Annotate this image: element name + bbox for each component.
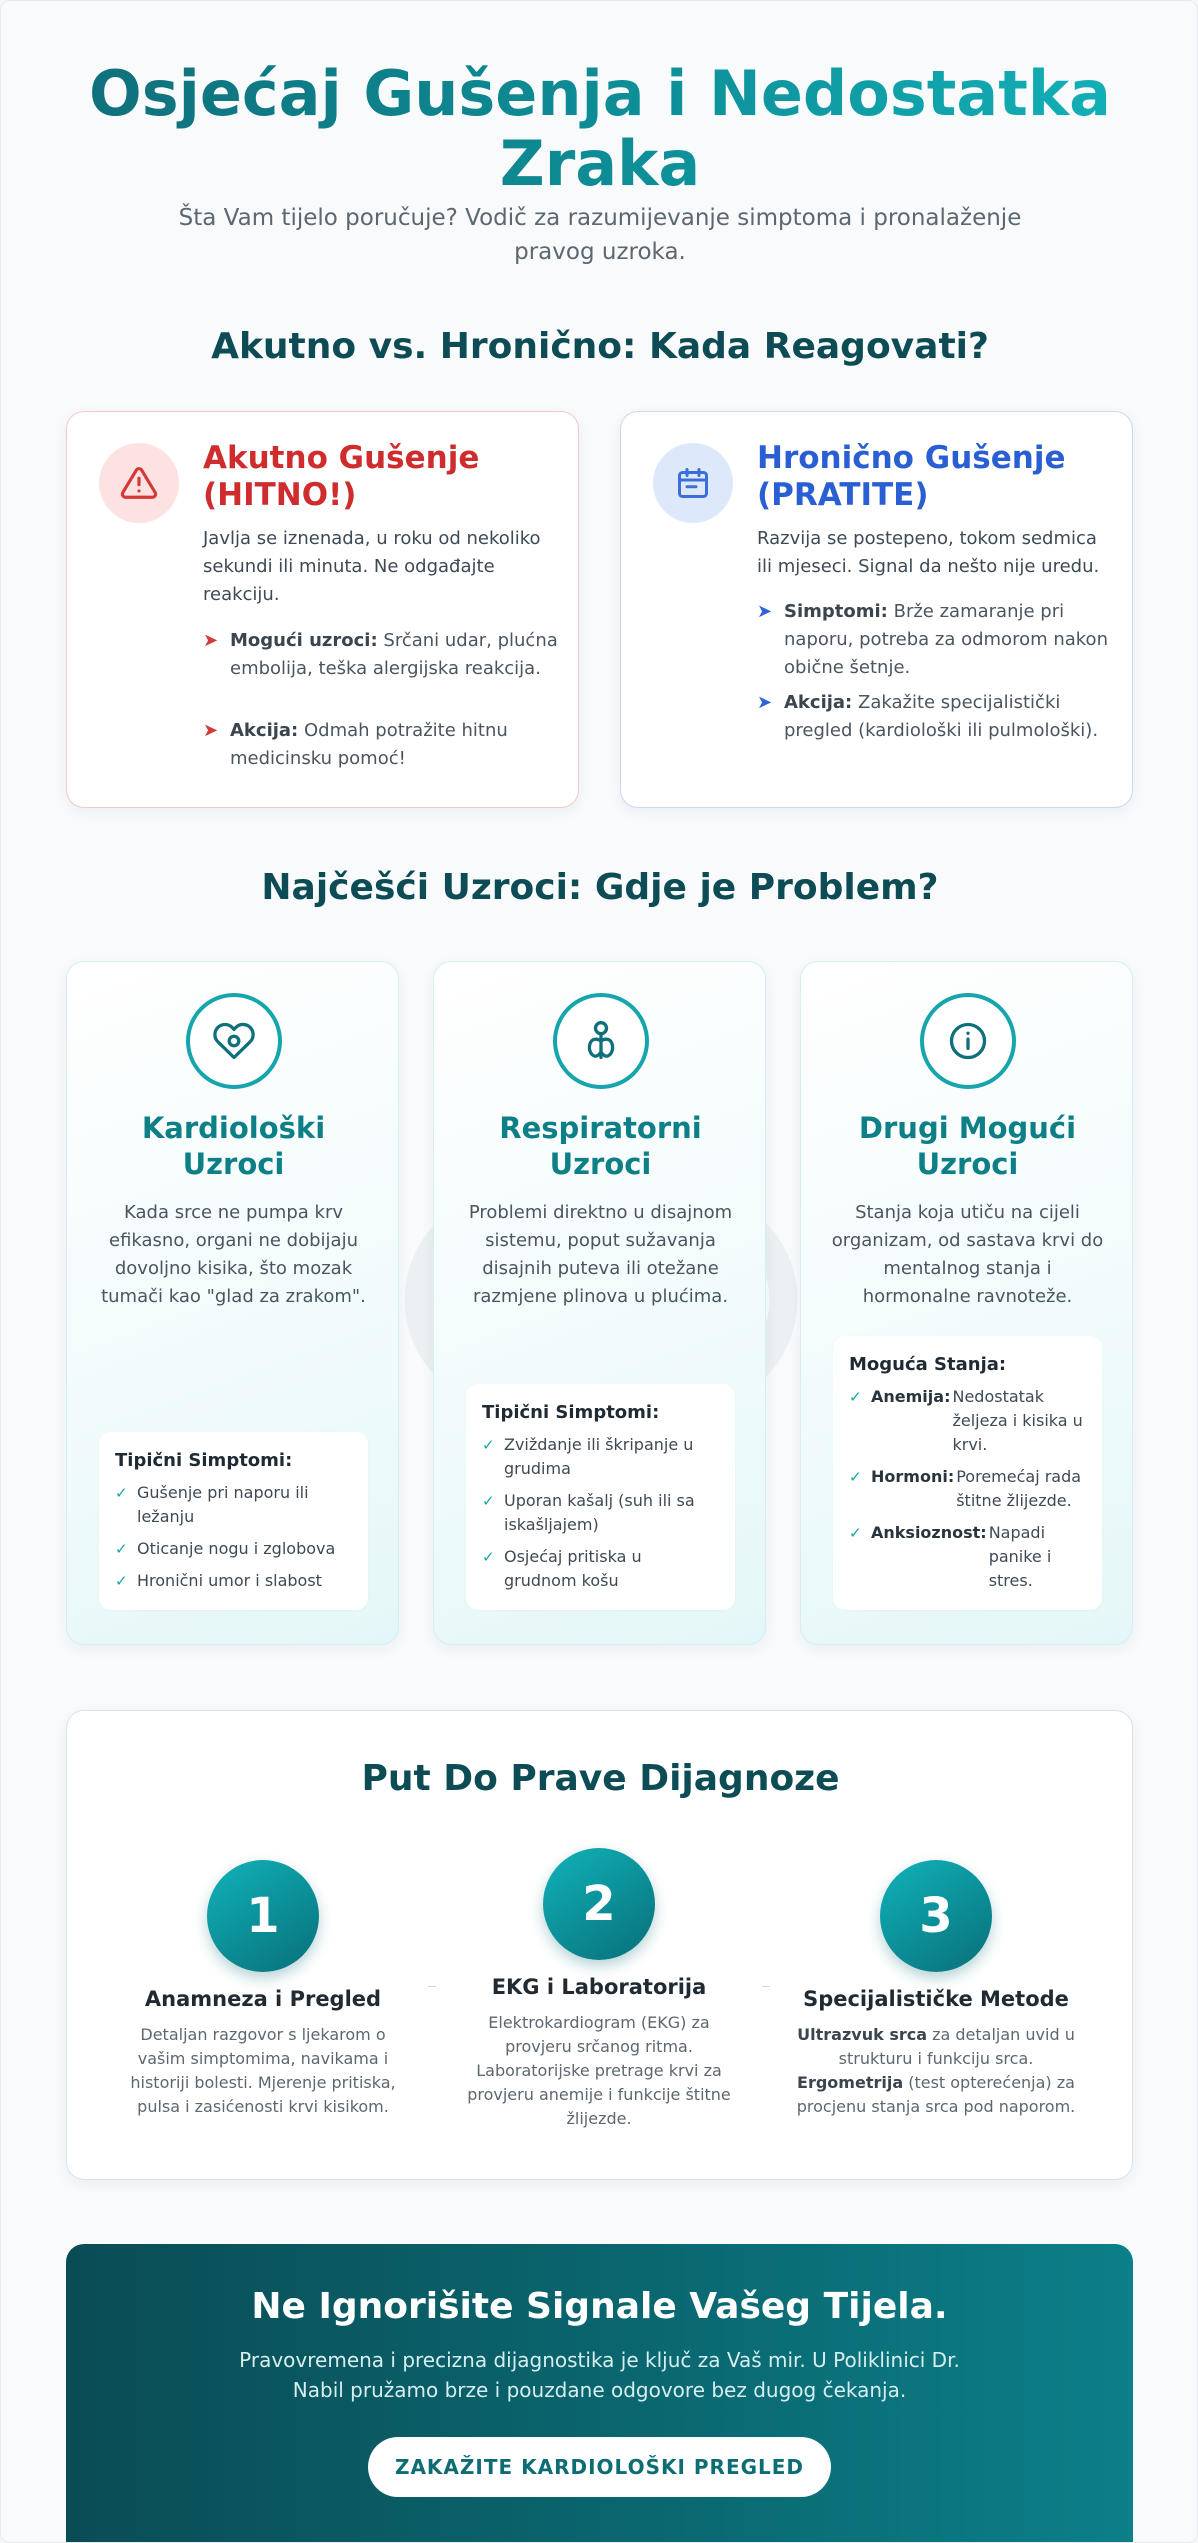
cause-title: Respiratorni Uzroci xyxy=(499,1111,702,1181)
check-icon: ✓ xyxy=(482,1436,495,1454)
check-icon: ✓ xyxy=(482,1548,495,1566)
step-3-text: Ultrazvuk srca za detaljan uvid u strukturu i funkciju srca. Ergometrija (test opterećenja) za procjenu stanja srca pod naporom. xyxy=(796,2025,1076,2116)
title-line-2: Zraka xyxy=(499,127,701,200)
chronic-bullet-action xyxy=(757,689,1112,745)
step-2-circle: 2 xyxy=(543,1848,655,1960)
symptoms-box xyxy=(99,1432,368,1610)
acute-bullet-action xyxy=(203,717,558,773)
cause-description: Stanja koja utiču na cijeli organizam, od sastava krvi do mentalnog stanja i hormonalne ravnoteže. xyxy=(831,1202,1104,1307)
list-item: ✓ Zviždanje ili škripanje u grudima xyxy=(482,1435,694,1478)
symptoms-box xyxy=(466,1384,735,1610)
compare-heading: Akutno vs. Hronično: Kada Reagovati? xyxy=(211,326,989,367)
chronic-title: Hronično Gušenje (PRATITE) xyxy=(757,440,1066,513)
book-appointment-button[interactable]: ZAKAŽITE KARDIOLOŠKI PREGLED xyxy=(368,2437,831,2497)
list-item: ✓ Oticanje nogu i zglobova xyxy=(115,1537,352,1561)
cause-card-cardio xyxy=(66,961,399,1645)
cause-card-respiratory xyxy=(433,961,766,1645)
calendar-icon xyxy=(653,443,733,523)
bullet-text: Zakažite specijalistički pregled (kardiološki ili pulmološki). xyxy=(784,692,1099,741)
step-1-circle: 1 xyxy=(207,1860,319,1972)
step-3-title: Specijalističke Metode xyxy=(803,1987,1069,2011)
warning-triangle-icon xyxy=(99,443,179,523)
cause-description: Kada srce ne pumpa krv efikasno, organi ne dobijaju dovoljno kisika, što mozak tumači kao "glad za zrakom". xyxy=(101,1202,366,1307)
causes-heading: Najčešći Uzroci: Gdje je Problem? xyxy=(261,867,939,908)
conditions-box xyxy=(833,1336,1102,1610)
step-1-text: Detaljan razgovor s ljekarom o vašim simptomima, navikama i historiji bolesti. Mjerenje pritiska, pulsa i zasićenosti krvi kisikom. xyxy=(130,2025,396,2116)
arrow-icon: ➤ xyxy=(757,601,773,622)
diagnosis-card xyxy=(66,1710,1133,2180)
symptoms-title: Tipični Simptomi: xyxy=(482,1402,660,1423)
cause-description: Problemi direktno u disajnom sistemu, poput sužavanja disajnih puteva ili otežane razmjene plinova u plućima. xyxy=(468,1202,733,1307)
check-icon: ✓ xyxy=(849,1524,862,1542)
list-item: ✓ Hronični umor i slabost xyxy=(115,1569,352,1593)
diagnosis-heading: Put Do Prave Dijagnoze xyxy=(361,1758,840,1799)
list-item: ✓ Anemija: Nedostatak željeza i kisika u krvi. xyxy=(849,1385,1086,1457)
cause-title: Drugi Mogući Uzroci xyxy=(858,1111,1077,1181)
cta-title: Ne Ignorišite Signale Vašeg Tijela. xyxy=(251,2286,948,2327)
arrow-icon: ➤ xyxy=(203,720,219,741)
check-icon: ✓ xyxy=(115,1484,128,1502)
chronic-description: Razvija se postepeno, tokom sedmica ili mjeseci. Signal da nešto nije uredu. xyxy=(757,528,1100,577)
check-icon: ✓ xyxy=(849,1468,862,1486)
list-item: ✓ Osjećaj pritiska u grudnom košu xyxy=(482,1547,642,1590)
list-item: ✓ Hormoni: Poremećaj rada štitne žlijezde. xyxy=(849,1465,1086,1513)
list-item: ✓ Gušenje pri naporu ili ležanju xyxy=(115,1483,309,1526)
check-icon: ✓ xyxy=(115,1572,128,1590)
bullet-text: Odmah potražite hitnu medicinsku pomoć! xyxy=(230,720,508,769)
bullet-text: Brže zamaranje pri naporu, potreba za odmorom nakon obične šetnje. xyxy=(784,601,1108,678)
chronic-bullet-symptoms xyxy=(757,598,1112,682)
cta-banner xyxy=(66,2244,1133,2543)
symptoms-title: Tipični Simptomi: xyxy=(115,1450,293,1471)
list-item: ✓ Anksioznost: Napadi panike i stres. xyxy=(849,1521,1086,1593)
bullet-label: Mogući uzroci: xyxy=(230,630,378,651)
step-2-text: Elektrokardiogram (EKG) za provjeru srčanog ritma. Laboratorijske pretrage krvi za provjeru anemije i funkcije štitne žlijezde. xyxy=(467,2013,731,2128)
acute-title: Akutno Gušenje (HITNO!) xyxy=(203,440,480,513)
step-connector xyxy=(428,1986,436,1987)
chronic-card xyxy=(620,411,1133,808)
arrow-icon: ➤ xyxy=(203,630,219,651)
step-connector xyxy=(762,1986,770,1987)
cause-title: Kardiološki Uzroci xyxy=(141,1111,326,1181)
step-3-circle: 3 xyxy=(880,1860,992,1972)
acute-card xyxy=(66,411,579,808)
page-subtitle: Šta Vam tijelo poručuje? Vodič za razumijevanje simptoma i pronalaženje pravog uzroka. xyxy=(178,205,1022,265)
conditions-title: Moguća Stanja: xyxy=(849,1354,1007,1375)
step-2-title: EKG i Laboratorija xyxy=(491,1975,707,1999)
cta-text: Pravovremena i precizna dijagnostika je ključ za Vaš mir. U Poliklinici Dr. Nabil pružamo brze i pouzdane odgovore bez dugog čekanja. xyxy=(239,2348,960,2402)
heart-icon xyxy=(186,993,282,1089)
arrow-icon: ➤ xyxy=(757,692,773,713)
cause-card-other xyxy=(800,961,1133,1645)
check-icon: ✓ xyxy=(115,1540,128,1558)
bullet-label: Akcija: xyxy=(784,692,853,713)
list-item: ✓ Uporan kašalj (suh ili sa iskašljajem) xyxy=(482,1491,695,1534)
step-1-title: Anamneza i Pregled xyxy=(144,1987,382,2011)
title-line-1: Osjećaj Gušenja i Nedostatka xyxy=(89,57,1111,130)
acute-bullet-causes xyxy=(203,627,558,683)
bullet-label: Akcija: xyxy=(230,720,299,741)
info-icon xyxy=(920,993,1016,1089)
lungs-icon xyxy=(553,993,649,1089)
check-icon: ✓ xyxy=(849,1388,862,1406)
page-title xyxy=(61,59,1139,199)
check-icon: ✓ xyxy=(482,1492,495,1510)
bullet-label: Simptomi: xyxy=(784,601,888,622)
acute-description: Javlja se iznenada, u roku od nekoliko sekundi ili minuta. Ne odgađajte reakciju. xyxy=(203,528,541,605)
bullet-text: Srčani udar, plućna embolija, teška alergijska reakcija. xyxy=(230,630,558,679)
